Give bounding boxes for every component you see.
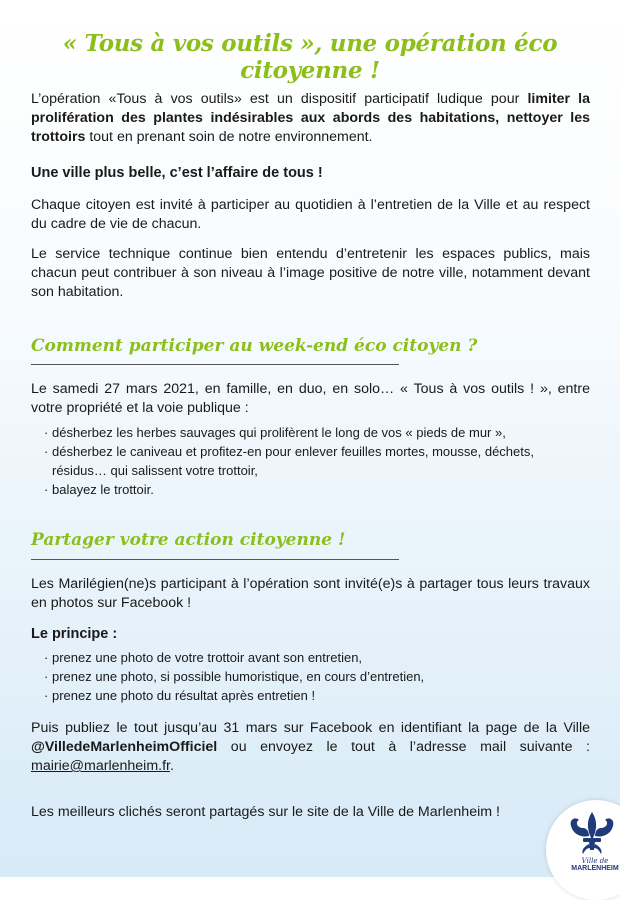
publish-text-2: ou envoyez le tout à l’adresse mail suivante :: [217, 739, 590, 755]
intro-text-1: L’opération «Tous à vos outils» est un dispositif participatif ludique pour: [31, 91, 528, 107]
section-share-underline: [31, 559, 399, 560]
closing-paragraph: Les meilleurs clichés seront partagés sur le site de la Ville de Marlenheim !: [31, 804, 500, 820]
publish-text-1: Puis publiez le tout jusqu’au 31 mars sur Facebook en identifiant la page de la Ville: [31, 720, 590, 736]
citizen-paragraph: Chaque citoyen est invité à participer au quotidien à l’entretien de la Ville et au respect du cadre de vie de chacun.: [31, 197, 590, 232]
section-participate-underline: [31, 364, 399, 365]
intro-bold: limiter la prolifération des plantes indésirables aux abords des habitations, nettoyer les trottoirs: [31, 91, 590, 145]
list-item: · prenez une photo du résultat après entretien !: [44, 686, 544, 705]
list-item: · prenez une photo, si possible humoristique, en cours d’entretien,: [44, 667, 544, 686]
email-link[interactable]: mairie@marlenheim.fr: [31, 758, 170, 774]
section-share-text: Les Marilégien(ne)s participant à l’opération sont invité(e)s à partager tous leurs travaux en photos sur Facebook !: [31, 576, 590, 611]
intro-text-2: tout en prenant soin de notre environnement.: [85, 129, 373, 145]
page-title: « Tous à vos outils », une opération éco citoyenne !: [62, 30, 558, 84]
section-share-title: Partager votre action citoyenne !: [31, 530, 346, 550]
logo-caption: [565, 857, 620, 873]
list-item: · prenez une photo de votre trottoir avant son entretien,: [44, 648, 544, 667]
logo-line-1: Ville de: [581, 857, 609, 865]
list-item: · désherbez les herbes sauvages qui prolifèrent le long de vos « pieds de mur »,: [44, 423, 544, 442]
participate-list: [44, 423, 544, 499]
principle-label: Le principe :: [31, 626, 118, 642]
section-participate-title: Comment participer au week-end éco citoyen ?: [31, 336, 478, 356]
list-item: · balayez le trottoir.: [44, 480, 544, 499]
logo-line-2: MARLENHEIM: [571, 865, 619, 872]
publish-text-3: .: [169, 758, 174, 774]
intro-paragraph: [31, 90, 590, 147]
facebook-handle: @VilledeMarlenheimOfficiel: [31, 739, 218, 755]
subheading: Une ville plus belle, c’est l’affaire de tous !: [31, 165, 323, 181]
publish-paragraph: [31, 719, 590, 776]
principle-list: [44, 648, 544, 705]
fleur-de-lis-icon: [567, 810, 617, 856]
list-item: · désherbez le caniveau et profitez-en pour enlever feuilles mortes, mousse, déchets, résidus… qui salissent votre trottoir,: [44, 442, 544, 480]
section-participate-text: Le samedi 27 mars 2021, en famille, en duo, en solo… « Tous à vos outils ! », entre votre propriété et la voie publique :: [31, 381, 590, 416]
service-paragraph: Le service technique continue bien entendu d’entretenir les espaces publics, mais chacun peut contribuer à son niveau à l’image positive de notre ville, notamment devant son habitation.: [31, 246, 590, 300]
